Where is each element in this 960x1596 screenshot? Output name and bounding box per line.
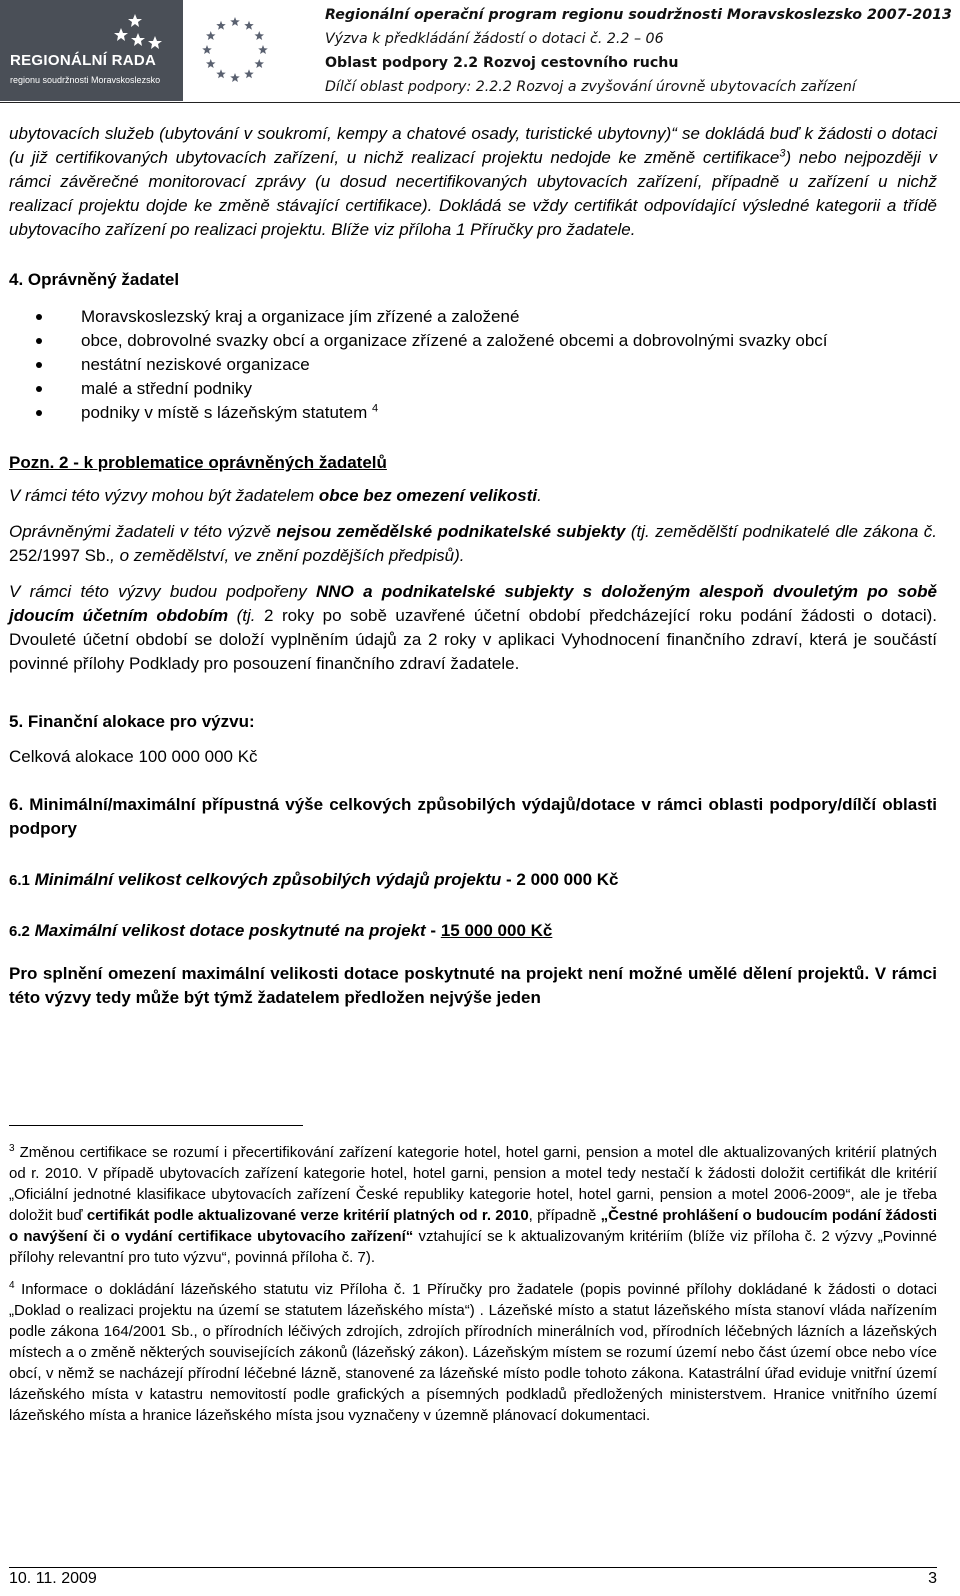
footnote-3: $^3$ Změnou certifikace se rozumí i přecertifikování zařízení kategorie hotel, hotel garni, pension a motel dle aktualizovaných kritérií platných od r. 2010. V případě ubytovacích zařízení kategorie hotel, hotel garni, pension a motel tedy nestačí k žádosti doložit certifikát dle kritérií „Oficiální jednotné klasifikace ubytovacích zařízení České republiky kategorie hotel, hotel garni, pension a motel 2006-2009“, ale je třeba doložit buď certifikát podle aktualizované verze kritérií platných od r. 2010, případně „Čestné prohlášení o budoucím podání žádosti o navýšení či o vydání certifikace ubytovacího zařízení“ vztahující se k aktualizovaným kritériím (blíže viz příloha č. 2 výzvy „Povinné přílohy relevantní pro tuto výzvu“, povinná příloha č. 7). [9,1143,938,1266]
star-icon [258,45,268,54]
support-area: Oblast podpory 2.2 Rozvoj cestovního ruchu [325,55,679,71]
list-item: podniky v místě s lázeňským statutem $^4$ [9,401,937,425]
star-icon [216,69,226,78]
list-item: Moravskoslezský kraj a organizace jím zřízené a založené [9,305,937,329]
star-icon [254,31,264,40]
document-body [9,122,937,1010]
section-5-title: 5. Finanční alokace pro výzvu: [9,712,255,731]
list-item: malé a střední podniky [9,377,937,401]
footnote-ref-3[interactable]: 3 [779,147,786,160]
star-icon [206,31,216,40]
footnote-ref-4[interactable]: 4 [372,402,379,415]
logo-name: REGIONÁLNÍ RADA [10,52,157,69]
list-item: obce, dobrovolné svazky obcí a organizace zřízené a založené obcemi a dobrovolnými svazky obcí [9,329,937,353]
note-2-paragraph-2: Oprávněnými žadateli v této výzvě nejsou zemědělské podnikatelské subjekty (tj. zemědělští podnikatelé dle zákona č. 252/1997 Sb., o zemědělství, ve znění pozdějších předpisů). [9,522,937,565]
regional-council-logo [0,0,183,101]
section-6-1: 6.1 Minimální velikost celkových způsobilých výdajů projektu - 2 000 000 Kč [9,870,619,889]
list-item: nestátní neziskové organizace [9,353,937,377]
footnote-4: $^4$ Informace o dokládání lázeňského statutu viz Příloha č. 1 Příručky pro žadatele (popis povinné přílohy dokládané k žádosti o dotaci „Doklad o realizaci projektu na území se statutem lázeňského místa“) . Lázeňské místo a statut lázeňského místa stanoví vláda nařízením podle zákona 164/2001 Sb., o přírodních léčivých zdrojích, zdrojích přírodních minerálních vod, přírodních léčebných lázních a lázeňských místech a o změně některých souvisejících zákonů (lázeňský zákon). Lázeňským místem se rozumí území nebo část území obce nebo více obcí, v němž se nacházejí přírodní léčebné lázně, stanovené za lázeňské místo podle tohoto zákona. Katastrální úřad eviduje vnitřní území lázeňského místa v katastru nemovitostí podle grafických a písemných podkladů předložených ministerstvem. Hranice vnitřního území lázeňského místa a hranice lázeňského místa jsou vyznačeny v územně plánovací dokumentaci. [9,1280,937,1424]
star-icon [230,17,240,26]
total-allocation: Celková alokace 100 000 000 Kč [9,747,258,766]
call-title: Výzva k předkládání žádostí o dotaci č. 2.2 – 06 [325,31,664,47]
footnote-separator [9,1125,303,1126]
note-2-paragraph-3: V rámci této výzvy budou podpořeny NNO a podnikatelské subjekty s doloženým alespoň dvouletým po sobě jdoucím účetním obdobím (tj. 2 roky po sobě uzavřené účetní období předcházející roku podání žádosti o dotaci). Dvouleté účetní období se doloží vyplněním údajů za 2 roky v aplikaci Vyhodnocení finančního zdraví, která je součástí povinné přílohy Podklady pro posouzení finančního zdraví žadatele. [9,582,938,673]
star-icon [216,21,226,30]
footnotes [9,1142,937,1426]
star-icon [254,59,264,68]
header-text [325,3,955,99]
section-4-title: 4. Oprávněný žadatel [9,270,180,289]
page-header [0,0,960,103]
star-icon [108,6,178,54]
eligible-applicants-list [9,305,937,425]
star-icon [230,73,240,82]
intro-paragraph: ubytovacích služeb (ubytování v soukromí, kempy a chatové osady, turistické ubytovny)“ se dokládá buď k žádosti o dotaci (u již certifikovaných ubytovacích zařízení, u nichž realizací projektu nedojde ke změně certifikace$^3$) nebo nejpozději v rámci závěrečné monitorovací zprávy (u dosud necertifikovaných ubytovacích zařízení, případně u zařízení u nichž realizací projektu dojde ke změně stávající certifikace). Dokládá se vždy certifikát odpovídající výsledné kategorii a třídě ubytovacího zařízení po realizaci projektu. Blíže viz příloha 1 Příručky pro žadatele. [9,124,937,239]
star-icon [244,69,254,78]
logo-subtitle: regionu soudržnosti Moravskoslezsko [10,75,161,85]
page-number: 3 [928,1570,937,1587]
note-2-title: Pozn. 2 - k problematice oprávněných žadatelů [9,453,387,472]
star-icon [202,45,212,54]
eu-flag-icon [195,10,275,90]
section-6-2: 6.2 Maximální velikost dotace poskytnuté na projekt - 15 000 000 Kč [9,921,553,940]
star-icon [244,21,254,30]
section-6-title: 6. Minimální/maximální přípustná výše celkových způsobilých výdajů/dotace v rámci oblasti podpory/dílčí oblasti podpory [9,795,937,838]
page-footer [9,1567,937,1588]
star-icon [206,59,216,68]
sub-support-area: Dílčí oblast podpory: 2.2.2 Rozvoj a zvyšování úrovně ubytovacích zařízení [325,79,856,95]
program-title: Regionální operační program regionu soudržnosti Moravskoslezsko 2007-2013 [325,7,952,23]
division-restriction: Pro splnění omezení maximální velikosti dotace poskytnuté na projekt není možné umělé dělení projektů. V rámci této výzvy tedy může být týmž žadatelem předložen nejvýše jeden [9,964,937,1007]
footer-date: 10. 11. 2009 [9,1570,97,1587]
note-2-paragraph-1: V rámci této výzvy mohou být žadatelem obce bez omezení velikosti. [9,486,542,505]
